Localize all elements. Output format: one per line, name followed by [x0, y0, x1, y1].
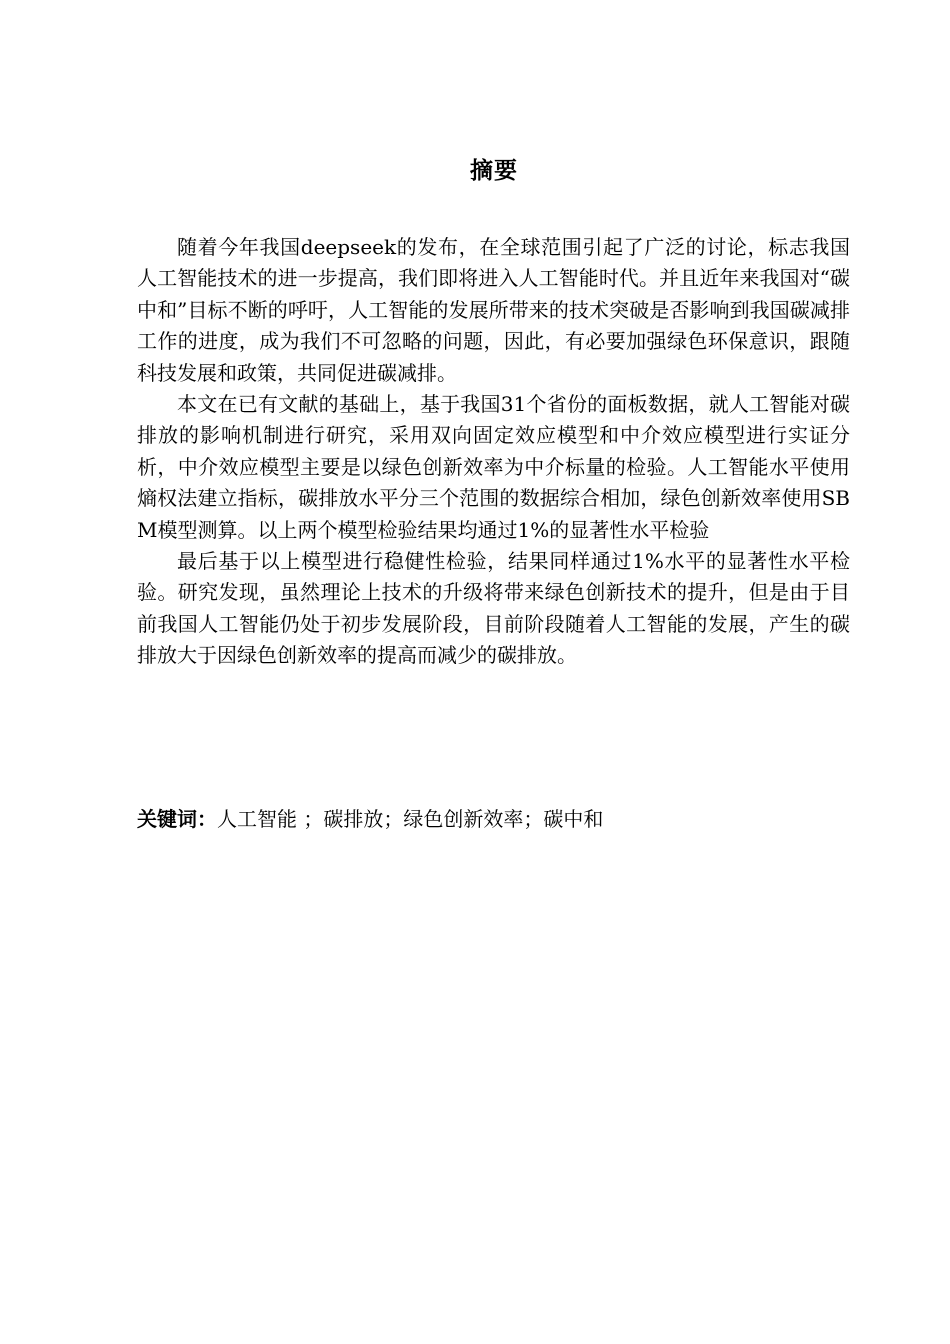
- keywords-value: 人工智能 ；碳排放；绿色创新效率；碳中和: [217, 807, 604, 831]
- abstract-paragraph-2: 本文在已有文献的基础上，基于我国31个省份的面板数据，就人工智能对碳排放的影响机制进行研究，采用双向固定效应模型和中介效应模型进行实证分析，中介效应模型主要是以绿色创新效率为中介标量的检验。人工智能水平使用熵权法建立指标，碳排放水平分三个范围的数据综合相加，绿色创新效率使用SBM模型测算。以上两个模型检验结果均通过1%的显著性水平检验: [137, 392, 850, 542]
- abstract-paragraph-1: 随着今年我国deepseek的发布，在全球范围引起了广泛的讨论，标志我国人工智能技术的进一步提高，我们即将进入人工智能时代。并且近年来我国对“碳中和”目标不断的呼吁，人工智能的发展所带来的技术突破是否影响到我国碳减排工作的进度，成为我们不可忽略的问题，因此，有必要加强绿色环保意识，跟随科技发展和政策，共同促进碳减排。: [137, 235, 850, 385]
- keywords-label: 关键词：: [137, 807, 217, 831]
- abstract-body: [137, 232, 850, 672]
- abstract-title: 摘要: [470, 158, 518, 184]
- keywords-line: [137, 803, 850, 835]
- abstract-paragraph-3: 最后基于以上模型进行稳健性检验，结果同样通过1%水平的显著性水平检验。研究发现，虽然理论上技术的升级将带来绿色创新技术的提升，但是由于目前我国人工智能仍处于初步发展阶段，目前阶段随着人工智能的发展，产生的碳排放大于因绿色创新效率的提高而减少的碳排放。: [137, 549, 850, 668]
